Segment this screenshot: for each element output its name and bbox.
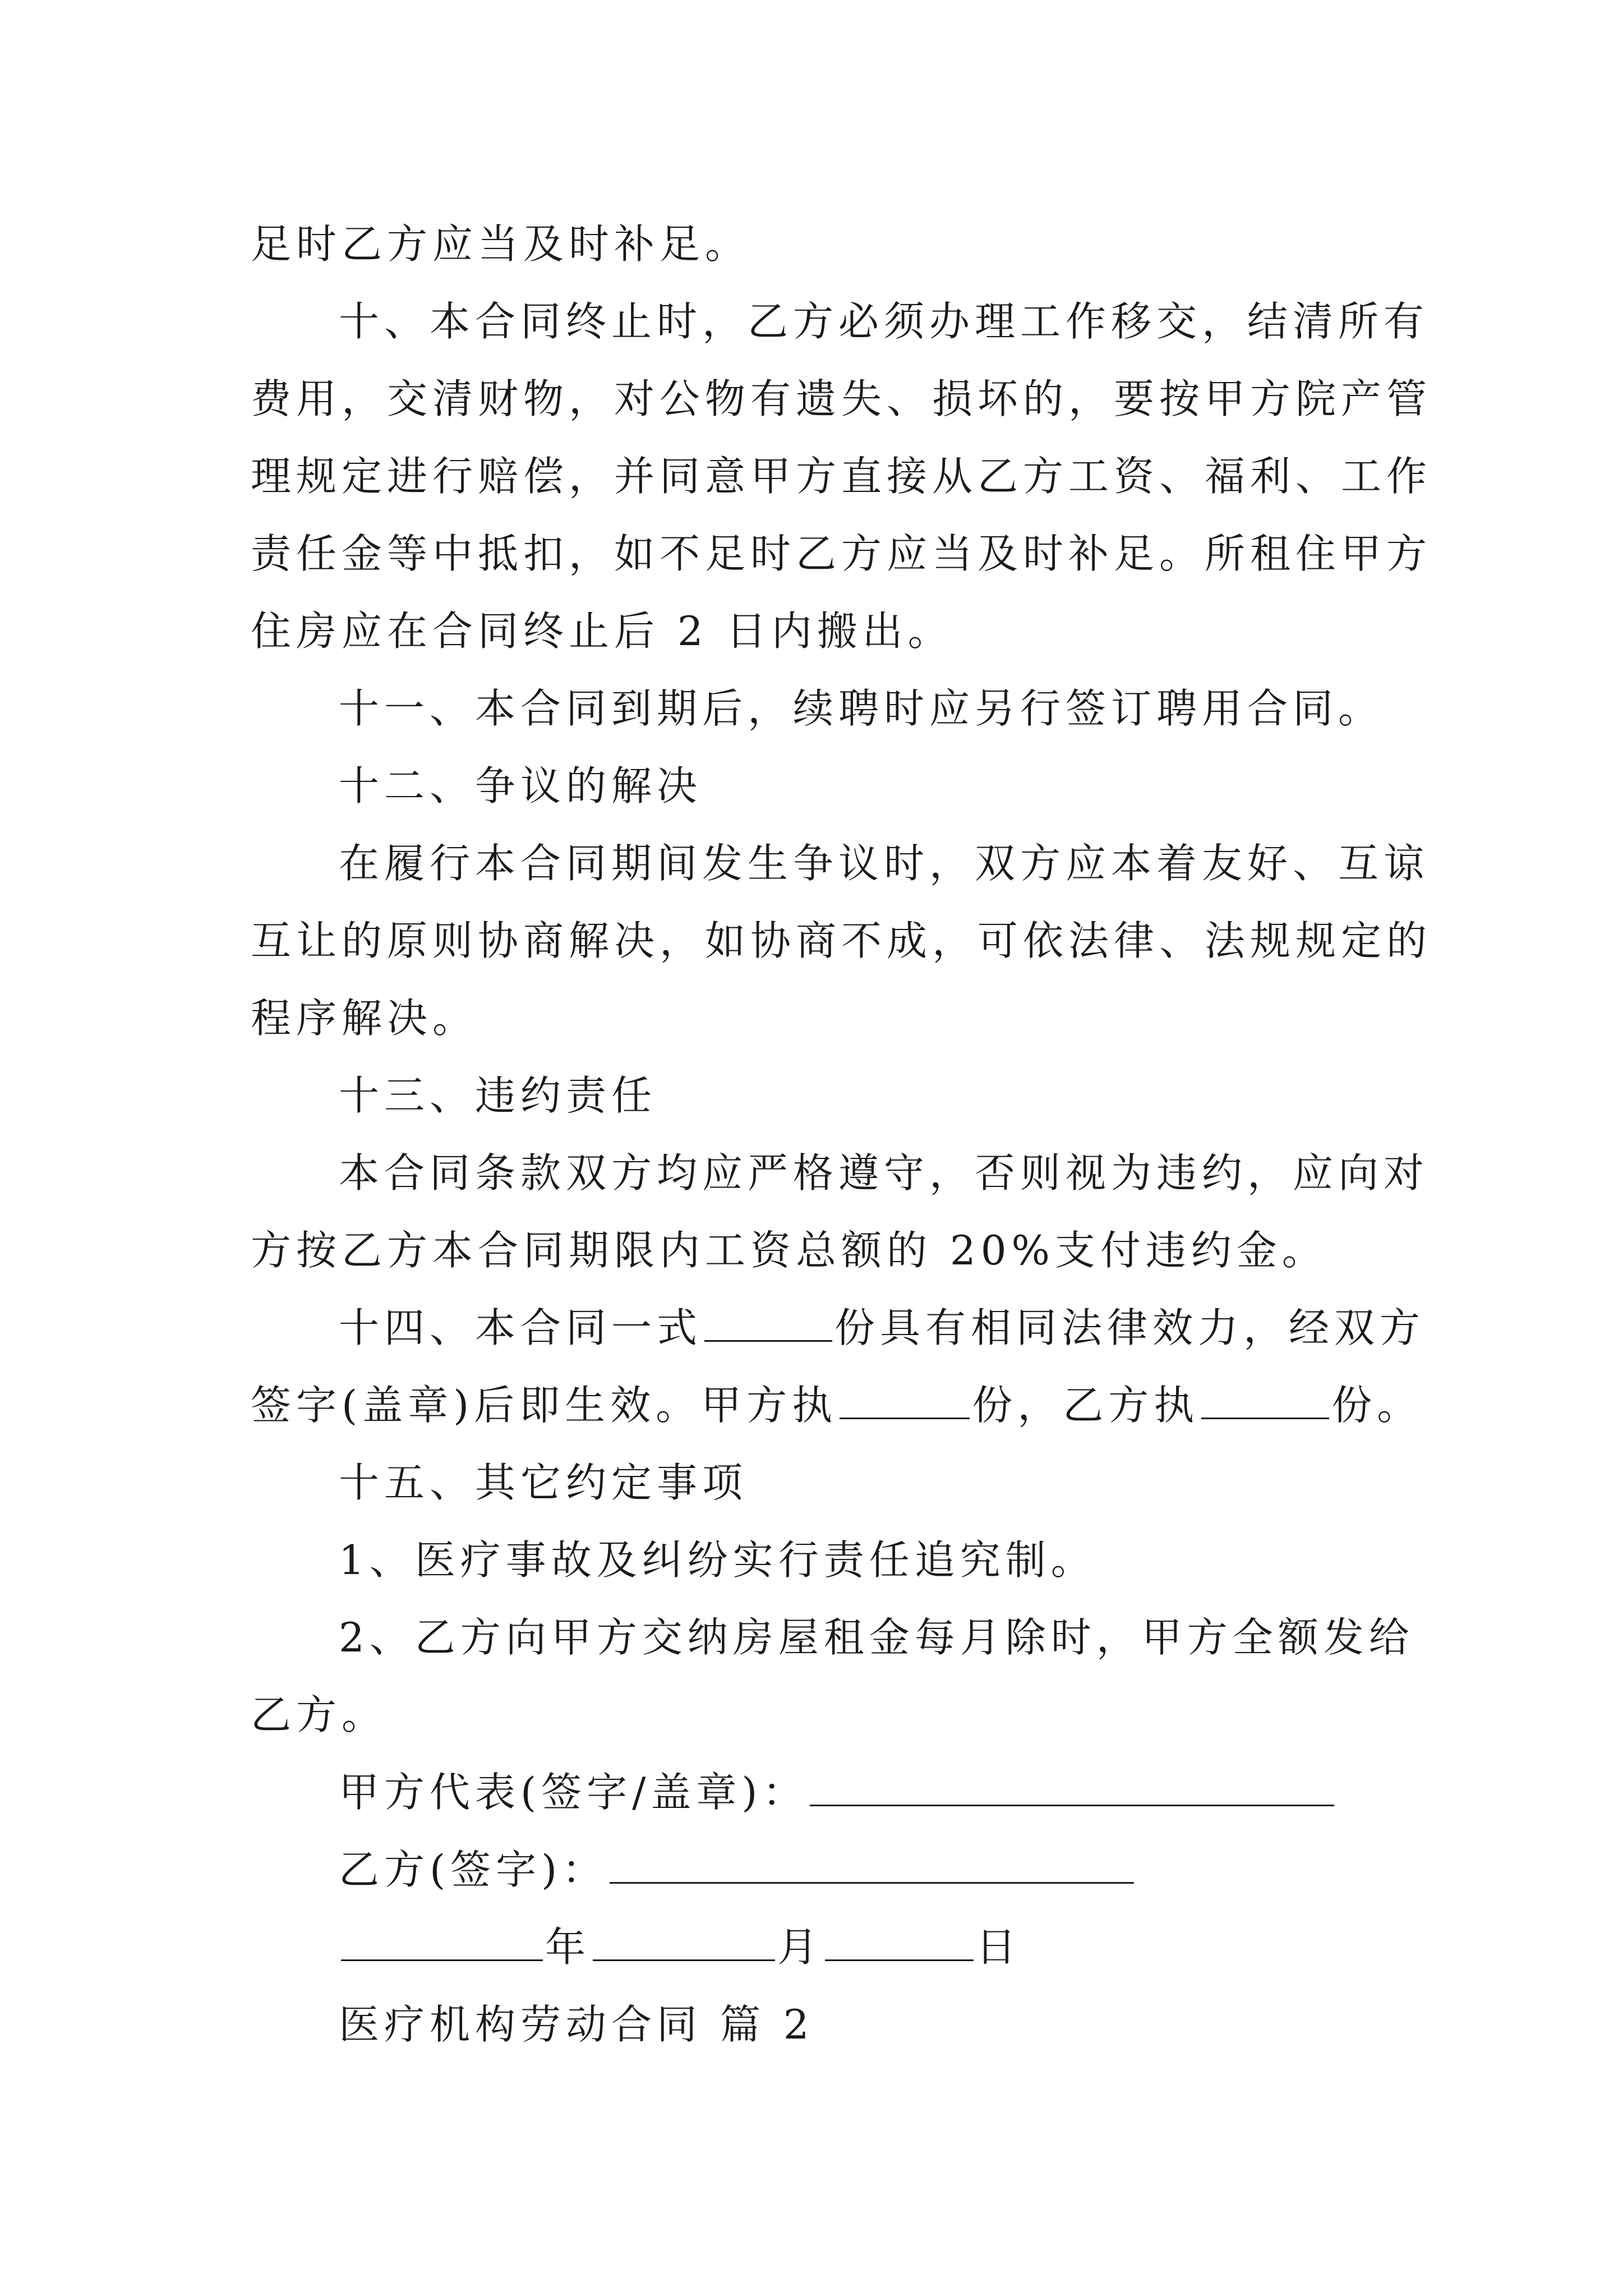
paragraph-line: 乙方。 <box>251 1691 388 1738</box>
paragraph-line: 足时乙方应当及时补足。 <box>251 220 751 268</box>
clause-10-line: 十、本合同终止时，乙方必须办理工作移交，结清所有 <box>339 298 1430 345</box>
next-section-title: 医疗机构劳动合同 篇 2 <box>339 2001 814 2048</box>
paragraph-line: 费用，交清财物，对公物有遗失、损坏的，要按甲方院产管 <box>251 375 1432 422</box>
month-label: 月 <box>777 1924 823 1971</box>
paragraph-line: 在履行本合同期间发生争议时，双方应本着友好、互谅 <box>339 840 1430 887</box>
party-b-copies-blank[interactable] <box>1201 1384 1329 1419</box>
year-blank[interactable] <box>341 1926 543 1961</box>
paragraph-line: 1、医疗事故及纠纷实行责任追究制。 <box>339 1536 1096 1584</box>
clause-14-text: 份。 <box>1331 1382 1423 1429</box>
date-line <box>339 1919 1021 1975</box>
year-label: 年 <box>545 1924 591 1971</box>
clause-14-text: 份具有相同法律效力，经双方 <box>834 1304 1426 1351</box>
party-b-signature-line <box>339 1842 1136 1898</box>
paragraph-line: 理规定进行赔偿，并同意甲方直接从乙方工资、福利、工作 <box>251 453 1432 500</box>
clause-14-text: 签字(盖章)后即生效。甲方执 <box>251 1382 838 1429</box>
paragraph-line: 住房应在合同终止后 2 日内搬出。 <box>251 608 953 655</box>
party-b-signature-blank[interactable] <box>610 1848 1134 1884</box>
clause-14-line <box>251 1377 1422 1433</box>
clause-14-text: 份，乙方执 <box>972 1382 1200 1429</box>
paragraph-line: 本合同条款双方均应严格遵守，否则视为违约，应向对 <box>339 1149 1430 1197</box>
clause-14-line <box>339 1300 1425 1356</box>
paragraph-line: 2、乙方向甲方交纳房屋租金每月除时，甲方全额发给 <box>339 1614 1414 1661</box>
day-blank[interactable] <box>825 1926 974 1961</box>
month-blank[interactable] <box>593 1926 775 1961</box>
paragraph-line: 互让的原则协商解决，如协商不成，可依法律、法规规定的 <box>251 917 1432 964</box>
clause-13-heading: 十三、违约责任 <box>339 1072 657 1119</box>
party-a-signature-line <box>339 1764 1336 1820</box>
day-label: 日 <box>976 1924 1022 1971</box>
clause-12-heading: 十二、争议的解决 <box>339 762 703 809</box>
paragraph-line: 方按乙方本合同期限内工资总额的 20%支付违约金。 <box>251 1227 1327 1274</box>
copies-total-blank[interactable] <box>704 1306 832 1342</box>
party-a-signature-label: 甲方代表(签字/盖章)： <box>339 1769 808 1816</box>
paragraph-line: 程序解决。 <box>251 995 478 1042</box>
clause-11-line: 十一、本合同到期后，续聘时应另行签订聘用合同。 <box>339 685 1384 732</box>
party-a-copies-blank[interactable] <box>840 1384 970 1419</box>
party-a-signature-blank[interactable] <box>810 1771 1334 1806</box>
clause-15-heading: 十五、其它约定事项 <box>339 1459 748 1506</box>
party-b-signature-label: 乙方(签字)： <box>339 1846 608 1893</box>
paragraph-line: 责任金等中抵扣，如不足时乙方应当及时补足。所租住甲方 <box>251 530 1432 577</box>
clause-14-text: 十四、本合同一式 <box>339 1304 703 1351</box>
